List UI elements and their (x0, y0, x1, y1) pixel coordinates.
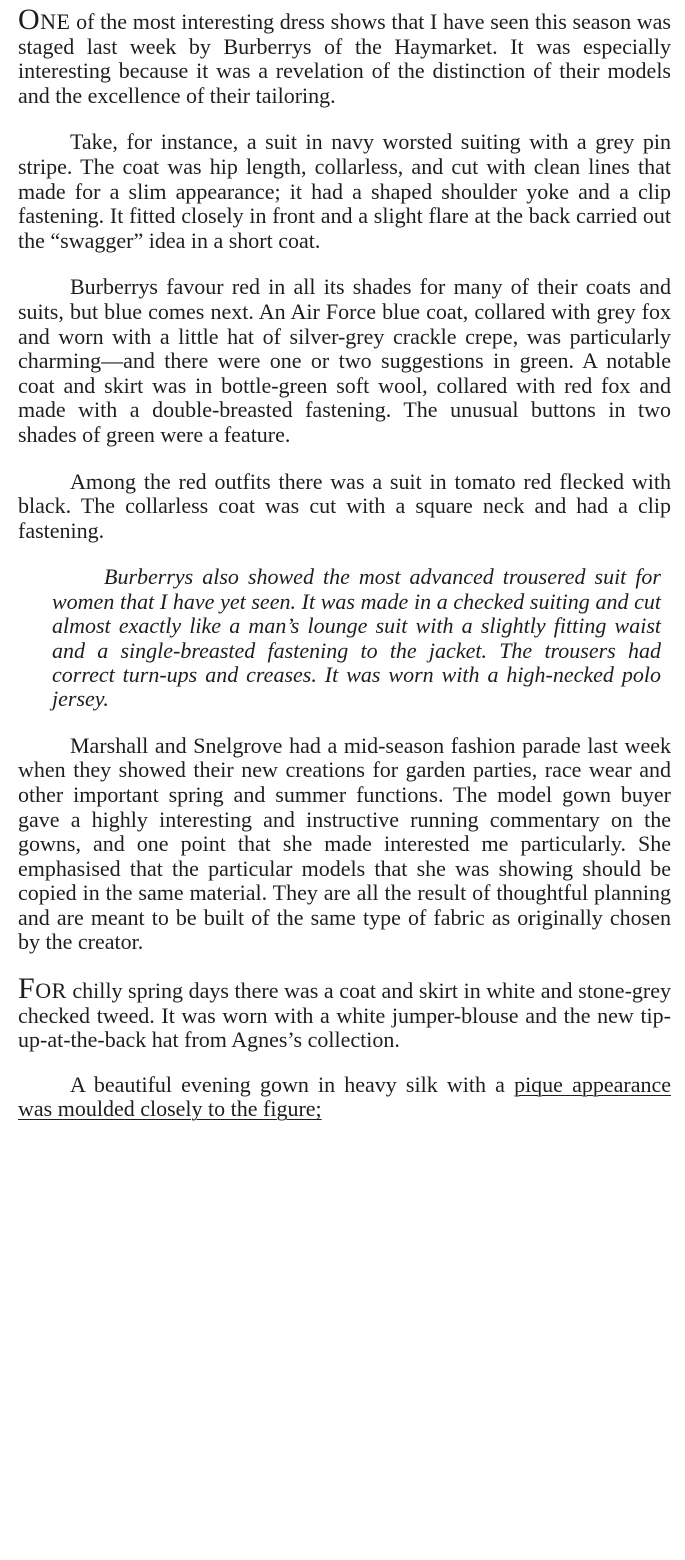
drop-cap-o: O (18, 3, 41, 36)
lede-smallcaps: NE (40, 9, 71, 34)
paragraph-navy-suit: Take, for instance, a suit in navy worsted suiting with a grey pin stripe. The coat was hip length, collarless, and cut with clean lines that made for a slim appearance; it had a shaped shoulder yoke and a clip fastening. It fitted closely in front and a slight flare at the back carried out the “swagger” idea in a short coat. (18, 129, 671, 253)
paragraph-chilly-spring (18, 972, 671, 1053)
paragraph-colours: Burberrys favour red in all its shades for many of their coats and suits, but blue comes next. An Air Force blue coat, collared with grey fox and worn with a little hat of silver-grey crackle crepe, was particularly charming—and there were one or two suggestions in green. A notable coat and skirt was in bottle-green soft wool, collared with red fox and made with a double-breasted fastening. The unusual buttons in two shades of green were a feature. (18, 274, 671, 447)
paragraph-text: A beautiful evening gown in heavy silk with a (70, 1071, 515, 1097)
paragraph-marshall-snelgrove: Marshall and Snelgrove had a mid-season fashion parade last week when they showed their new creations for garden parties, race wear and other important spring and summer functions. The model gown buyer gave a highly interesting and instructive running commentary on the gowns, and one point that she made interested me particularly. She emphasised that the particular models that she was showing should be copied in the same material. They are all the result of thoughtful planning and are meant to be built of the same type of fabric as originally chosen by the creator. (18, 732, 671, 955)
paragraph-burberrys-show (18, 3, 671, 108)
paragraph-red-outfits: Among the red outfits there was a suit in tomato red flecked with black. The collarless coat was cut with a square neck and had a clip fastening. (18, 468, 671, 543)
paragraph-evening-gown (18, 1073, 671, 1122)
underlined-text: pique appearance was moulded closely to the figure; (18, 1071, 672, 1122)
drop-cap-f: F (18, 972, 36, 1006)
lede-smallcaps: OR (35, 978, 67, 1004)
paragraph-text: of the most interesting dress shows that I have seen this season was staged last week by Burberrys of the Haymarket. It was especially interesting because it was a revelation of the distinction of their models and the excellence of their tailoring. (18, 9, 671, 108)
italic-trousered-suit: Burberrys also showed the most advanced trousered suit for women that I have yet seen. It was made in a checked suiting and cut almost exactly like a man’s lounge suit with a slightly fitting waist and a single-breasted fastening to the jacket. The trousers had correct turn-ups and creases. It was worn with a high-necked polo jersey. (52, 564, 661, 712)
paragraph-text: chilly spring days there was a coat and skirt in white and stone-grey checked tweed. It was worn with a white jumper-blouse and the new tip-up-at-the-back hat from Agnes’s collection. (18, 978, 671, 1053)
